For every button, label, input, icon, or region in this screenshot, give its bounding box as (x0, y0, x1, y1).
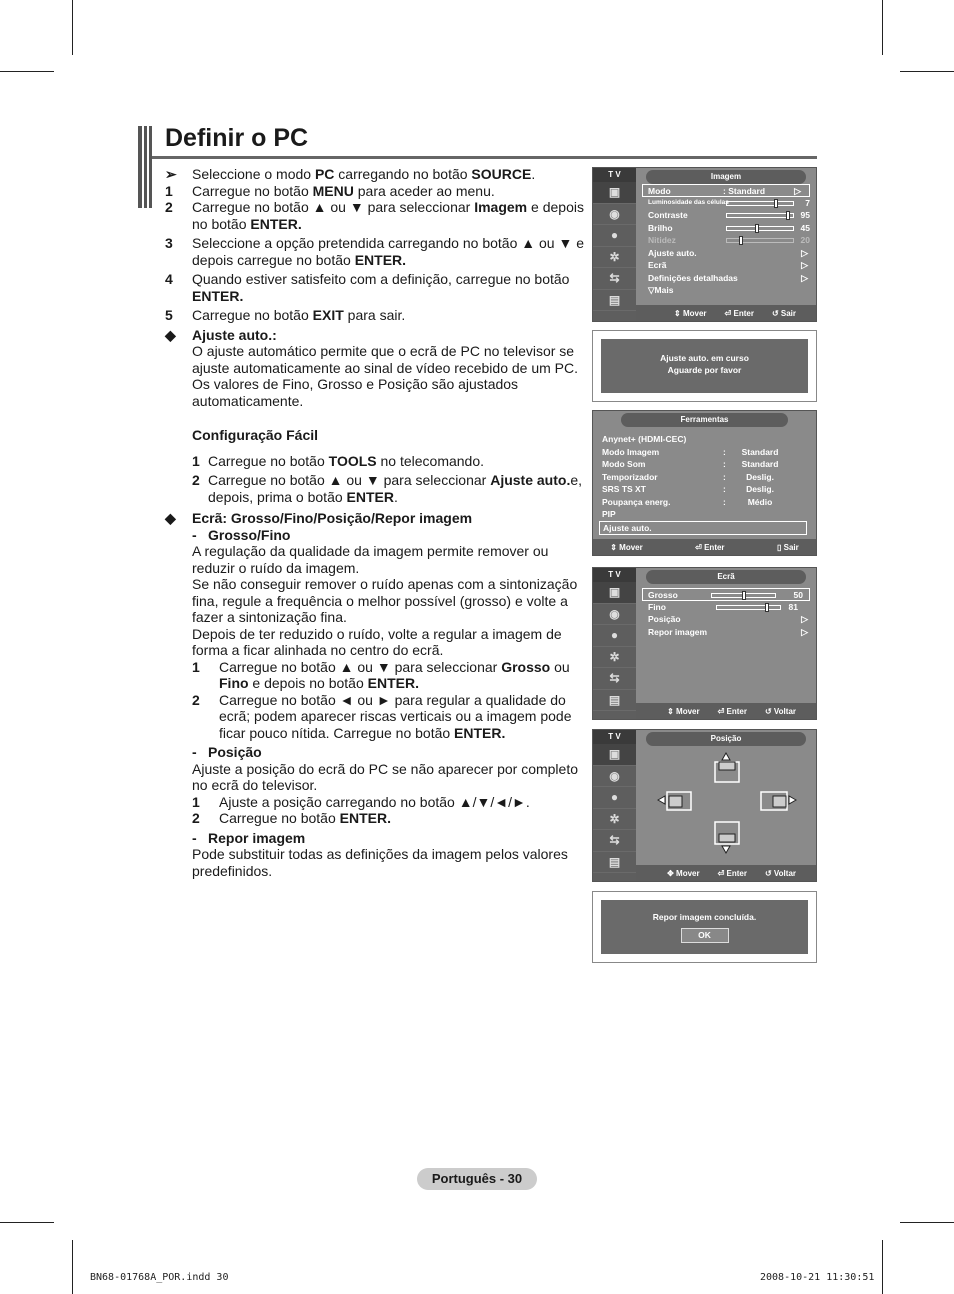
coarse-row[interactable]: Grosso 50 (642, 588, 810, 601)
reset-row[interactable]: Repor imagem ▷ (648, 626, 808, 637)
contrast-row[interactable]: Contraste 95 (648, 210, 810, 220)
tools-row[interactable]: Modo Som : Standard (602, 459, 779, 469)
step-2: 2 Carregue no botão ▲ ou ▼ para seleccionar Imagem e depois no botão ENTER. (165, 199, 584, 232)
auto-adjust-line-2: Aguarde por favor (667, 364, 742, 375)
step-4: 4 Quando estiver satisfeito com a definição, carregue no botão ENTER. (165, 271, 570, 304)
position-heading: - Posição (192, 744, 262, 760)
step-3: 3 Seleccione a opção pretendida carregando no botão ▲ ou ▼ e depois carregue no botão ENTER. (165, 235, 584, 268)
easy-step-1: 1 Carregue no botão TOOLS no telecomando. (192, 452, 485, 469)
setup-icon: ✲ (593, 247, 636, 269)
enter-icon: ⏎ (717, 706, 725, 716)
auto-heading: ◆ Ajuste auto.: (165, 326, 277, 343)
tools-row[interactable]: Temporizador : Deslig. (602, 471, 774, 482)
arrow-icon: ➢ (165, 166, 177, 182)
anynet-row[interactable]: Anynet+ (HDMI-CEC) (602, 434, 687, 444)
tv-sidebar: T V ▣ ◉ ● ✲ ⇆ ▤ (593, 568, 636, 719)
diamond-icon: ◆ (165, 510, 176, 526)
page-number: Português - 30 (417, 1168, 537, 1190)
detailed-settings-row[interactable]: Definições detalhadas ▷ (648, 272, 808, 283)
position-footer: ✥ Mover ⏎ Enter ↺ Voltar (636, 865, 816, 881)
exit-icon: ▯ (776, 542, 782, 552)
input-icon: ⇆ (593, 668, 636, 690)
right-arrow-icon (789, 796, 796, 804)
crop-mark (72, 0, 73, 55)
diamond-icon: ◆ (165, 326, 176, 343)
brightness-row[interactable]: Brilho 45 (648, 222, 810, 233)
slug-file: BN68-01768A_POR.indd 30 (90, 1272, 229, 1283)
fine-row[interactable]: Fino 81 (648, 601, 798, 612)
down-arrow-icon (722, 846, 730, 853)
reset-body: Pode substituir todas as definições da imagem pelos valores predefinidos. (192, 846, 568, 879)
instructions (165, 166, 585, 879)
position-step-1: 1 Ajuste a posição carregando no botão ▲/▼/◄/►. (192, 793, 530, 810)
tools-row[interactable]: Modo Imagem : Standard (602, 446, 779, 457)
intro-line: ➢ Seleccione o modo PC carregando no botão SOURCE. (165, 166, 536, 182)
enter-icon: ⏎ (724, 308, 732, 318)
crop-mark (882, 1240, 883, 1294)
crop-mark (882, 0, 883, 55)
enter-icon: ⏎ (717, 868, 725, 878)
step-5: 5 Carregue no botão EXIT para sair. (165, 307, 406, 323)
exit-icon: ↺ (771, 308, 779, 318)
sound-icon: ◉ (593, 766, 636, 788)
menu-header: Imagem (646, 170, 806, 184)
screen-header: Ecrã (646, 570, 806, 584)
coarse-body-3: Depois de ter reduzido o ruído, volte a regular a imagem de forma a ficar alinhada no centro do ecrã. (192, 625, 562, 658)
return-icon: ↺ (764, 868, 772, 878)
crop-mark (72, 1240, 73, 1294)
crop-mark (900, 71, 954, 72)
more-row[interactable]: ▽Mais (648, 285, 674, 295)
sound-icon: ◉ (593, 204, 636, 226)
application-icon: ▤ (593, 290, 636, 312)
crop-mark (0, 71, 54, 72)
coarse-step-2: 2 Carregue no botão ◄ ou ► para regular a qualidade do ecrã; podem aparecer riscas verticais ou a imagem pode ficar pouco nítida. Carregue no botão ENTER. (192, 691, 572, 741)
tv-sidebar: T V ▣ ◉ ● ✲ ⇆ ▤ (593, 168, 636, 321)
coarse-heading: - Grosso/Fino (192, 526, 291, 543)
input-icon: ⇆ (593, 268, 636, 290)
channel-icon: ● (593, 787, 636, 809)
channel-icon: ● (593, 625, 636, 647)
reset-heading: - Repor imagem (192, 829, 306, 846)
ok-button[interactable]: OK (681, 928, 729, 943)
crop-mark (900, 1222, 954, 1223)
reset-message: Repor imagem concluída. (652, 912, 757, 922)
picture-icon: ▣ (593, 182, 636, 204)
position-arrows (636, 748, 816, 868)
easy-step-2: 2 Carregue no botão ▲ ou ▼ para seleccionar Ajuste auto.e, depois, prima o botão ENTER. (192, 472, 583, 505)
up-arrow-icon (722, 753, 730, 760)
sound-icon: ◉ (593, 604, 636, 626)
picture-icon: ▣ (593, 582, 636, 604)
mode-row[interactable]: Modo : Standard ▷ (642, 184, 810, 197)
easy-heading: Configuração Fácil (192, 427, 319, 443)
tools-row[interactable]: SRS TS XT : Deslig. (602, 484, 774, 494)
auto-body: O ajuste automático permite que o ecrã de PC no televisor se ajuste automaticamente ao sinal de vídeo recebido de um PC. Os valores de Fino, Grosso e Posição são ajustados automaticamente. (192, 343, 579, 409)
left-arrow-icon (658, 796, 665, 804)
return-icon: ↺ (764, 706, 772, 716)
coarse-body-2: Se não conseguir remover o ruído apenas com a sintonização fina, regule a frequência o melhor possível (grosso) e volte a fazer a sintonização fina. (192, 576, 578, 625)
setup-icon: ✲ (593, 809, 636, 831)
screen-heading: ◆ Ecrã: Grosso/Fino/Posição/Repor imagem (165, 510, 473, 526)
move-icon: ✥ (667, 868, 674, 878)
position-step-2: 2 Carregue no botão ENTER. (192, 810, 391, 826)
step-1: 1 Carregue no botão MENU para aceder ao menu. (165, 182, 495, 199)
auto-adjust-row[interactable]: Ajuste auto. ▷ (648, 247, 808, 258)
screen-menu-screen (592, 567, 817, 720)
application-icon: ▤ (593, 852, 636, 874)
tools-menu-screen (592, 410, 817, 556)
move-icon: ⇕ (610, 542, 617, 552)
picture-icon: ▣ (593, 744, 636, 766)
screen-footer: ⇕ Mover ⏎ Enter ↺ Voltar (636, 703, 816, 719)
move-icon: ⇕ (674, 308, 681, 318)
slug-date: 2008-10-21 11:30:51 (760, 1272, 875, 1283)
tools-header: Ferramentas (621, 413, 788, 427)
title-decoration (138, 126, 152, 208)
tools-footer: ⇕ Mover ⏎ Enter ▯ Sair (593, 539, 816, 555)
sharpness-row: Nitidez 20 (648, 235, 810, 245)
channel-icon: ● (593, 225, 636, 247)
application-icon: ▤ (593, 690, 636, 712)
crop-mark (0, 1222, 54, 1223)
input-icon: ⇆ (593, 830, 636, 852)
position-body: Ajuste a posição do ecrã do PC se não aparecer por completo no ecrã do televisor. (192, 760, 579, 793)
coarse-body-1: A regulação da qualidade da imagem permite remover ou reduzir o ruído da imagem. (192, 543, 549, 576)
enter-icon: ⏎ (695, 542, 702, 552)
tools-auto-adjust-row[interactable]: Ajuste auto. (599, 521, 807, 535)
title-rule (152, 156, 817, 159)
setup-icon: ✲ (593, 647, 636, 669)
pip-row[interactable]: PIP (602, 509, 616, 519)
cell-light-row[interactable]: Luminosidade das células 7 (648, 197, 810, 208)
auto-adjust-dialog (592, 330, 817, 402)
page-title: Definir o PC (165, 124, 309, 152)
tv-sidebar: T V ▣ ◉ ● ✲ ⇆ ▤ (593, 730, 636, 881)
coarse-step-1: 1 Carregue no botão ▲ ou ▼ para seleccionar Grosso ou Fino e depois no botão ENTER. (192, 658, 570, 691)
picture-menu-screen (592, 167, 817, 322)
position-screen (592, 729, 817, 882)
position-row[interactable]: Posição ▷ (648, 614, 808, 624)
tools-row[interactable]: Poupança energ. : Médio (602, 496, 773, 507)
reset-dialog (592, 891, 817, 963)
auto-adjust-line-1: Ajuste auto. em curso (660, 353, 749, 363)
menu-footer: ⇕ Mover ⏎ Enter ↺ Sair (636, 305, 816, 321)
move-icon: ⇕ (667, 706, 674, 716)
screen-row[interactable]: Ecrã ▷ (648, 260, 808, 270)
position-header: Posição (646, 732, 806, 746)
